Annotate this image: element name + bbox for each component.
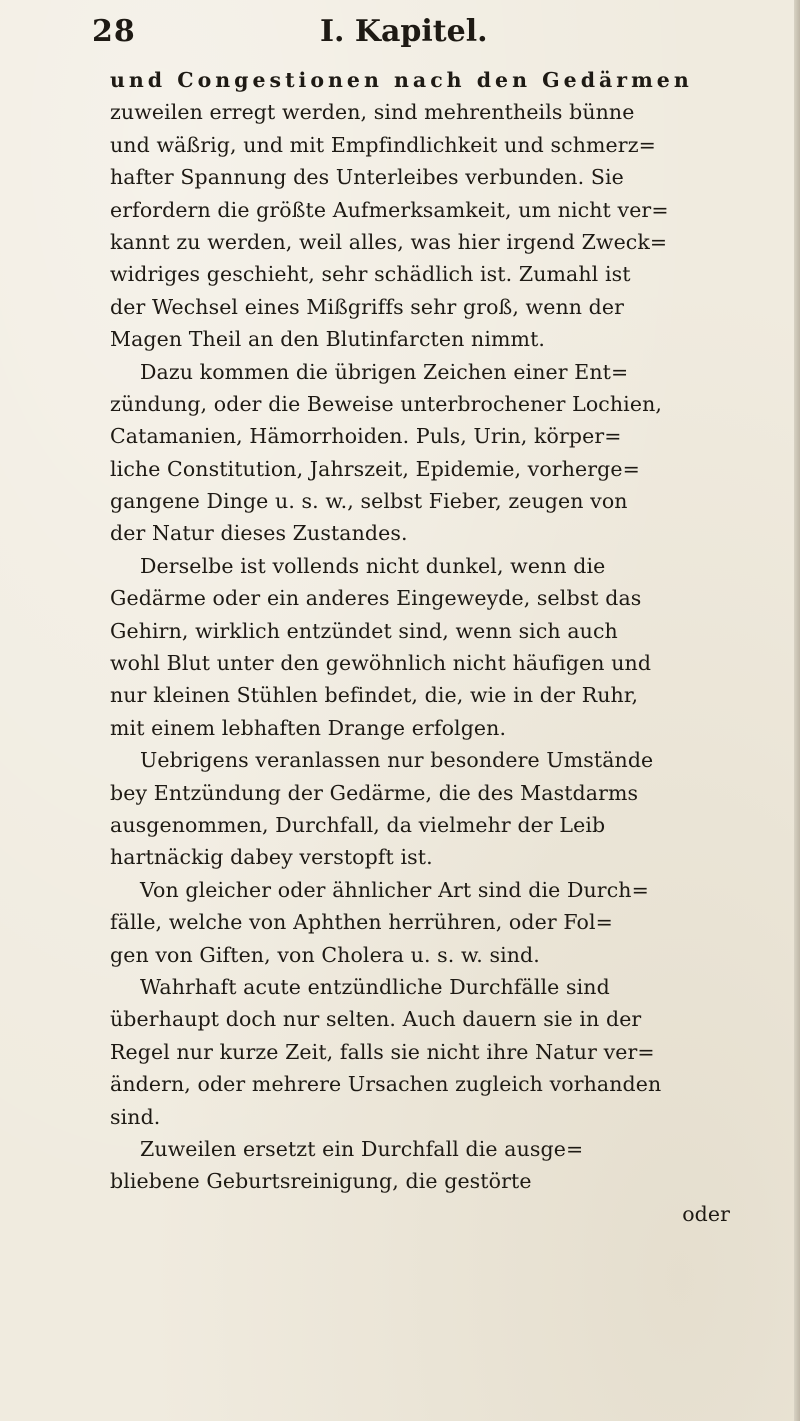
text-line: liche Constitution, Jahrszeit, Epidemie, vorherge= (110, 456, 640, 481)
text-line: der Natur dieses Zustandes. (110, 521, 408, 546)
text-line: hartnäckig dabey verstopft ist. (110, 845, 433, 870)
page-number: 28 (92, 14, 136, 49)
body-text (110, 64, 730, 1230)
text-line: kannt zu werden, weil alles, was hier irgend Zweck= (110, 229, 668, 254)
text-line: Gehirn, wirklich entzündet sind, wenn sich auch (110, 618, 618, 643)
text-line: hafter Spannung des Unterleibes verbunden. Sie (110, 165, 624, 190)
text-line: überhaupt doch nur selten. Auch dauern sie in der (110, 1007, 642, 1032)
text-line: fälle, welche von Aphthen herrühren, oder Fol= (110, 910, 613, 935)
text-line: wohl Blut unter den gewöhnlich nicht häufigen und (110, 651, 652, 676)
text-line: Dazu kommen die übrigen Zeichen einer Ent= (140, 359, 629, 384)
text-line: Wahrhaft acute entzündliche Durchfälle sind (140, 974, 610, 999)
text-line: sind. (110, 1104, 161, 1129)
text-line: zündung, oder die Beweise unterbrochener Lochien, (110, 391, 662, 416)
text-line: Uebrigens veranlassen nur besondere Umstände (140, 748, 654, 773)
text-line: ausgenommen, Durchfall, da vielmehr der Leib (110, 812, 606, 837)
text-line: widriges geschieht, sehr schädlich ist. Zumahl ist (110, 262, 631, 287)
text-line: der Wechsel eines Mißgriffs sehr groß, wenn der (110, 294, 625, 319)
catchword: oder (682, 1201, 730, 1226)
text-line: und Congestionen nach den Gedärmen (110, 68, 693, 92)
text-line: gangene Dinge u. s. w., selbst Fieber, zeugen von (110, 489, 628, 514)
text-line: nur kleinen Stühlen befindet, die, wie in der Ruhr, (110, 683, 639, 708)
text-line: zuweilen erregt werden, sind mehrentheils bünne (110, 100, 635, 125)
text-line: Derselbe ist vollends nicht dunkel, wenn die (140, 553, 606, 578)
text-line: Von gleicher oder ähnlicher Art sind die Durch= (140, 877, 649, 902)
text-line: Magen Theil an den Blutinfarcten nimmt. (110, 327, 546, 352)
page-edge (794, 0, 800, 1421)
text-line: Gedärme oder ein anderes Eingeweyde, selbst das (110, 586, 642, 611)
text-line: Zuweilen ersetzt ein Durchfall die ausge= (140, 1136, 584, 1161)
text-line: ändern, oder mehrere Ursachen zugleich vorhanden (110, 1072, 662, 1097)
text-line: bey Entzündung der Gedärme, die des Mastdarms (110, 780, 639, 805)
text-line: erfordern die größte Aufmerksamkeit, um nicht ver= (110, 197, 669, 222)
text-line: und wäßrig, und mit Empfindlichkeit und schmerz= (110, 132, 656, 157)
text-line: Catamanien, Hämorrhoiden. Puls, Urin, körper= (110, 424, 622, 449)
chapter-title: I. Kapitel. (320, 14, 488, 49)
text-line: mit einem lebhaften Drange erfolgen. (110, 715, 507, 740)
text-line: Regel nur kurze Zeit, falls sie nicht ihre Natur ver= (110, 1039, 655, 1064)
text-line: gen von Giften, von Cholera u. s. w. sind. (110, 942, 540, 967)
page-header (92, 14, 712, 54)
text-line: bliebene Geburtsreinigung, die gestörte (110, 1169, 532, 1194)
